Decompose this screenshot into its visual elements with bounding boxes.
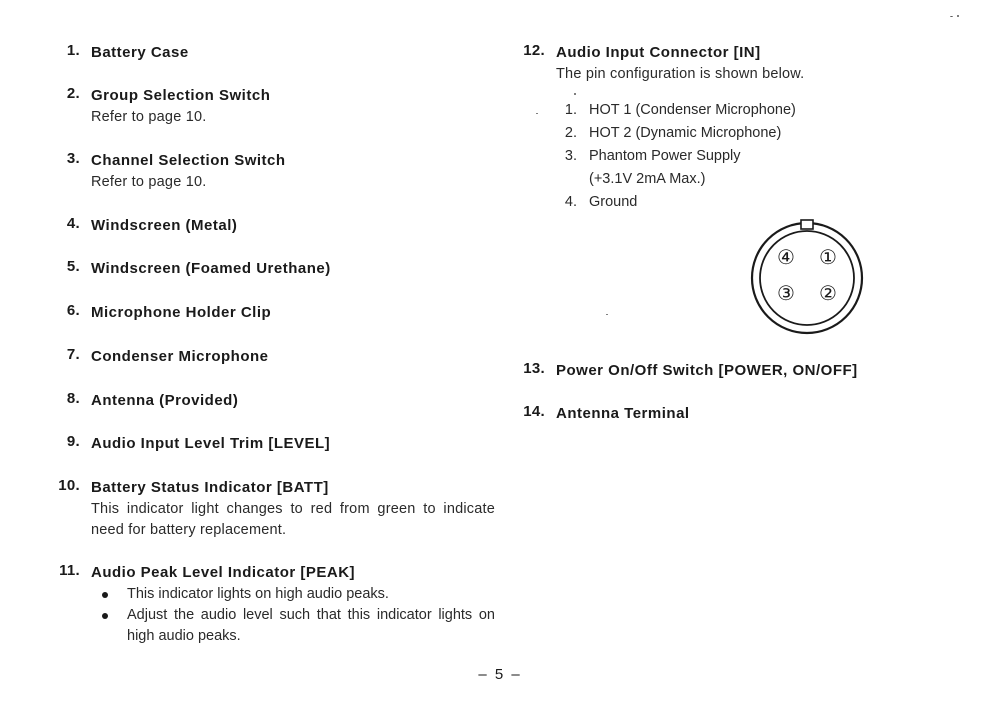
pin-label: ④ — [777, 245, 795, 269]
item-title: Windscreen (Metal) — [91, 217, 238, 234]
item-title: Audio Input Level Trim [LEVEL] — [91, 435, 331, 452]
list-item — [50, 433, 495, 455]
connector-pinout-diagram — [747, 218, 867, 338]
left-column — [50, 40, 495, 647]
item-description: This indicator light changes to red from green to indicate need for battery replacement. — [91, 501, 495, 538]
item-number: 9. — [66, 433, 80, 450]
item-number: 7. — [66, 346, 80, 363]
scan-speck — [606, 314, 608, 315]
item-title: Battery Case — [91, 44, 189, 61]
pin-number: 4. — [564, 194, 577, 210]
item-title: Power On/Off Switch [POWER, ON/OFF] — [556, 362, 858, 379]
list-item — [50, 215, 495, 237]
pin-number: 1. — [564, 102, 577, 118]
list-item — [50, 346, 495, 368]
connector-key-notch — [801, 220, 813, 229]
scan-speck — [536, 113, 538, 114]
item-number: 3. — [66, 150, 80, 167]
item-title: Microphone Holder Clip — [91, 304, 272, 321]
list-item — [50, 390, 495, 412]
connector-inner-ring — [760, 231, 854, 325]
item-title: Channel Selection Switch — [91, 152, 286, 169]
bullet-list — [55, 584, 495, 647]
item-title: Antenna (Provided) — [91, 392, 239, 409]
item-title: Windscreen (Foamed Urethane) — [91, 260, 331, 277]
item-title: Audio Input Connector [IN] — [556, 44, 761, 61]
bullet-text: Adjust the audio level such that this indicator lights on high audio peaks. — [127, 607, 495, 644]
list-item — [515, 42, 915, 85]
bullet-text: This indicator lights on high audio peaks. — [127, 586, 389, 602]
page-number: – 5 – — [478, 666, 522, 683]
item-title: Audio Peak Level Indicator [PEAK] — [91, 564, 356, 581]
list-item — [50, 258, 495, 280]
pin-label: ② — [819, 281, 837, 305]
item-number: 8. — [66, 390, 80, 407]
scan-speck — [574, 93, 576, 95]
pin-item — [515, 99, 915, 122]
list-item — [50, 562, 495, 647]
bullet-item — [91, 584, 495, 605]
list-item — [50, 150, 495, 193]
item-number: 13. — [523, 360, 545, 377]
pin-configuration-list — [515, 99, 915, 214]
item-number: 4. — [66, 215, 80, 232]
pin-label: ③ — [777, 281, 795, 305]
pin-text-continued: (+3.1V 2mA Max.) — [589, 171, 706, 187]
item-number: 14. — [523, 403, 545, 420]
item-description: The pin configuration is shown below. — [556, 66, 805, 82]
scan-speck — [957, 15, 959, 17]
pin-text: HOT 2 (Dynamic Microphone) — [589, 125, 782, 141]
pin-item — [515, 145, 915, 191]
item-number: 10. — [58, 477, 80, 494]
pin-text: Ground — [589, 194, 638, 210]
item-description: Refer to page 10. — [91, 109, 207, 125]
item-description: Refer to page 10. — [91, 174, 207, 190]
item-title: Antenna Terminal — [556, 405, 690, 422]
pin-item — [515, 191, 915, 214]
item-number: 1. — [66, 42, 80, 59]
pin-item — [515, 122, 915, 145]
item-number: 5. — [66, 258, 80, 275]
bullet-item — [91, 605, 495, 647]
item-title: Condenser Microphone — [91, 348, 269, 365]
list-item — [50, 85, 495, 128]
list-item — [50, 477, 495, 541]
item-number: 11. — [59, 562, 80, 579]
right-column — [515, 40, 915, 422]
item-number: 2. — [66, 85, 80, 102]
pin-text: Phantom Power Supply — [589, 148, 741, 164]
list-item — [515, 403, 956, 425]
bullet-dot-icon — [102, 592, 108, 598]
item-number: 12. — [523, 42, 545, 59]
pin-text: HOT 1 (Condenser Microphone) — [589, 102, 796, 118]
scan-speck — [950, 16, 953, 17]
item-title: Group Selection Switch — [91, 87, 271, 104]
pin-number: 3. — [564, 148, 577, 164]
item-title: Battery Status Indicator [BATT] — [91, 479, 329, 496]
list-item — [50, 42, 495, 64]
pin-number: 2. — [564, 125, 577, 141]
list-item — [515, 360, 956, 382]
list-item — [50, 302, 495, 324]
item-number: 6. — [66, 302, 80, 319]
pin-label: ① — [819, 245, 837, 269]
connector-outer-ring — [752, 223, 862, 333]
bullet-dot-icon — [102, 613, 108, 619]
